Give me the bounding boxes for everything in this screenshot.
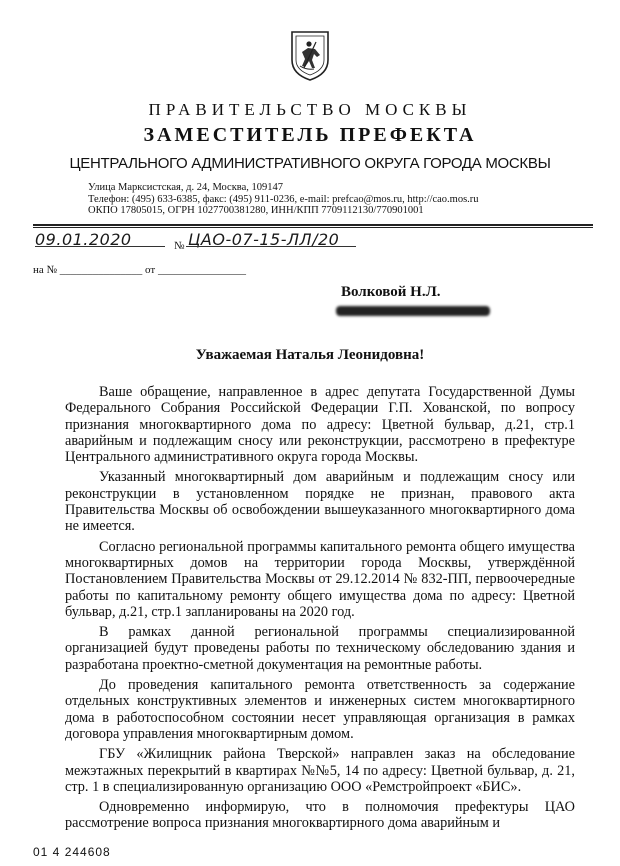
address-block: [88, 182, 479, 217]
salutation: Уважаемая Наталья Леонидовна!: [195, 347, 425, 363]
incoming-reference: [33, 264, 246, 276]
recipient-name: Волковой Н.Л.: [341, 284, 441, 300]
paragraph: Указанный многоквартирный дом аварийным и подлежащим сносу или реконструкции в установленном порядке не признан, правового акта Правительства Москвы об освобождении вышеуказанного многоквартирного дома не имеется.: [65, 469, 575, 535]
address-contacts: Телефон: (495) 633-6385, факс: (495) 911-0236, e-mail: prefcao@mos.ru, http://cao.mos.ru: [88, 193, 479, 205]
number-label: №: [174, 240, 185, 252]
org-name-deputy-prefect: ЗАМЕСТИТЕЛЬ ПРЕФЕКТА: [143, 124, 477, 146]
letter-body: [65, 384, 575, 836]
incoming-number-blank: _______________: [59, 264, 143, 276]
registration-number: ЦАО-07-15-ЛЛ/20: [188, 230, 340, 249]
org-name-government: ПРАВИТЕЛЬСТВО МОСКВЫ: [148, 100, 472, 119]
moscow-coat-of-arms-icon: [290, 30, 330, 82]
incoming-from-blank: ________________: [157, 264, 246, 276]
paragraph: Одновременно информирую, что в полномочия префектуры ЦАО рассмотрение вопроса признания многоквартирного дома аварийным и: [65, 799, 575, 832]
number-underline: [186, 246, 356, 247]
address-street: Улица Марксистская, д. 24, Москва, 109147: [88, 182, 284, 193]
registration-line: [33, 226, 593, 252]
paragraph: Согласно региональной программы капитального ремонта общего имущества многоквартирных домов на территории города Москвы, утверждённой Постановлением Правительства Москвы от 29.12.2014 № 832-ПП, первоочередные работы по капитальному ремонту общего имущества дома по адресу: Цветной бульвар, д.21, стр.1 запланированы на 2020 год.: [65, 538, 575, 620]
incoming-from-label: от: [145, 264, 156, 276]
paragraph: ГБУ «Жилищник района Тверской» направлен заказ на обследование межэтажных перекрытий в квартирах №№5, 14 по адресу: Цветной бульвар, д. 21, стр. 1 в специализированную организацию ООО «Ремстройпроект «БИС».: [65, 746, 575, 795]
form-serial-number: 01 4 244608: [33, 845, 111, 859]
org-name-district: ЦЕНТРАЛЬНОГО АДМИНИСТРАТИВНОГО ОКРУГА ГОРОДА МОСКВЫ: [69, 155, 551, 172]
address-codes: ОКПО 17805015, ОГРН 1027700381280, ИНН/КПП 7709112130/770901001: [88, 205, 424, 216]
incoming-number-label: на №: [33, 264, 58, 276]
paragraph: До проведения капитального ремонта ответственность за содержание отдельных конструктивных элементов и инженерных систем многоквартирного дома в работоспособном состоянии несет управляющая организация в рамках договора управления многоквартирным домом.: [65, 677, 575, 742]
paragraph: Ваше обращение, направленное в адрес депутата Государственной Думы Федерального Собрания Российской Федерации Г.П. Хованской, по вопросу признания многоквартирного дома по адресу: Цветной бульвар, д.21, стр.1 аварийным и подлежащим сносу или реконструкции, рассмотрено в префектуре Центрального административного округа города Москвы.: [65, 384, 575, 466]
date-underline: [35, 246, 165, 247]
registration-date: 09.01.2020: [35, 230, 132, 249]
redacted-address: [336, 306, 490, 316]
paragraph: В рамках данной региональной программы специализированной организацией будут проведены работы по техническому обследованию здания и разработана проектно-сметной документация на ремонтные работы.: [65, 624, 575, 673]
